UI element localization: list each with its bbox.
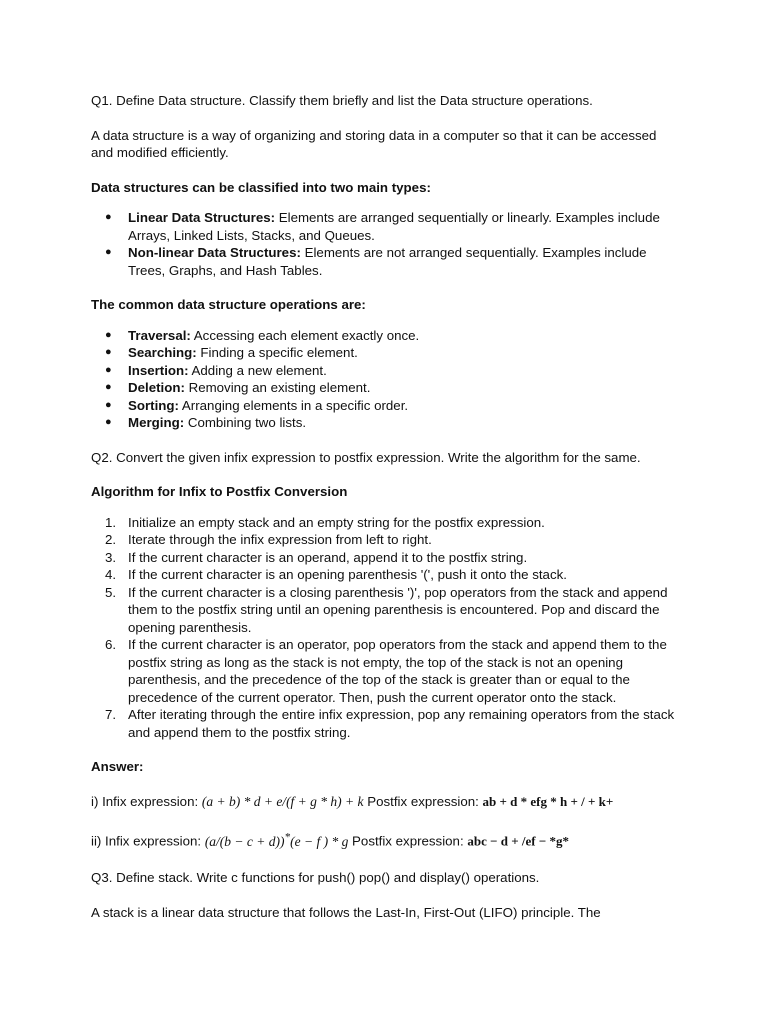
operation-desc: Adding a new element.	[188, 362, 327, 378]
type-term: Linear Data Structures:	[128, 210, 276, 225]
operation-term: Insertion:	[128, 362, 189, 378]
step-text: After iterating through the entire infix expression, pop any remaining operators from the stack and append them to the postfix string.	[128, 707, 675, 740]
q1-title: Q1. Define Data structure. Classify them briefly and list the Data structure operations.	[91, 93, 593, 108]
step-text: Iterate through the infix expression from left to right.	[128, 532, 432, 547]
step-text: If the current character is an opening parenthesis '(', push it onto the stack.	[128, 567, 567, 582]
operation-desc: Arranging elements in a specific order.	[178, 397, 409, 413]
operation-term: Traversal:	[128, 327, 191, 343]
operation-term: Searching:	[128, 345, 197, 360]
q3-intro: A stack is a linear data structure that follows the Last-In, First-Out (LIFO) principle. The	[91, 904, 601, 920]
types-list	[91, 209, 681, 279]
bullet-icon: ●	[105, 328, 112, 341]
q3-title: Q3. Define stack. Write c functions for push() pop() and display() operations.	[91, 870, 540, 885]
list-item	[91, 531, 681, 549]
postfix-label: Postfix expression:	[348, 833, 468, 849]
list-item	[91, 327, 681, 345]
bullet-icon: ●	[105, 416, 112, 428]
operation-term: Sorting:	[128, 397, 179, 413]
list-item	[91, 379, 681, 397]
operations-list	[91, 327, 681, 432]
list-item	[91, 414, 681, 432]
type-desc: Elements are not arranged sequentially. Examples include Trees, Graphs, and Hash Tables.	[128, 245, 647, 278]
list-item	[91, 362, 681, 380]
step-number: 6.	[105, 637, 117, 652]
list-item	[91, 636, 681, 706]
bullet-icon: ●	[105, 211, 112, 223]
answer-label: Answer:	[91, 759, 144, 774]
postfix-expression: ab + d * efg * h + / + k+	[482, 793, 614, 809]
postfix-label: Postfix expression:	[363, 793, 483, 809]
bullet-icon: ●	[105, 363, 112, 376]
bullet-icon: ●	[105, 398, 112, 411]
infix-superscript: *	[284, 831, 291, 843]
infix-expression	[204, 831, 349, 849]
document-content	[91, 92, 681, 921]
operation-term: Deletion:	[128, 380, 185, 395]
step-number: 3.	[105, 549, 117, 565]
list-item	[91, 244, 681, 279]
operations-heading: The common data structure operations are:	[91, 297, 366, 312]
q2-title: Q2. Convert the given infix expression to postfix expression. Write the algorithm for the same.	[91, 449, 641, 465]
operation-desc: Accessing each element exactly once.	[190, 327, 420, 343]
list-item	[91, 584, 681, 637]
step-number: 1.	[105, 514, 117, 530]
list-item	[91, 209, 681, 244]
step-text: If the current character is a closing parenthesis ')', pop operators from the stack and append them to the postfix string until an opening parenthesis is encountered. Pop and discard the opening parenthesis.	[128, 584, 668, 635]
bullet-icon: ●	[105, 381, 112, 393]
infix-expression: (a + b) * d + e/(f + g * h) + k	[201, 793, 364, 809]
list-item	[91, 514, 681, 532]
operation-desc: Finding a specific element.	[196, 345, 358, 360]
q1-definition: A data structure is a way of organizing and storing data in a computer so that it can be accessed and modified efficiently.	[91, 127, 657, 160]
step-number: 4.	[105, 567, 117, 582]
expression-example-1	[91, 793, 681, 811]
list-item	[91, 397, 681, 415]
step-text: If the current character is an operand, append it to the postfix string.	[128, 549, 528, 565]
step-text: If the current character is an operator, pop operators from the stack and append them to the postfix string as long as the stack is not empty, the top of the stack is not an opening parenthesis, and the precedence of the top of the stack is greater than or equal to the precedence of the current operator. Then, push the current operator onto the stack.	[128, 637, 667, 705]
list-item	[91, 706, 681, 741]
bullet-icon: ●	[105, 246, 112, 258]
operation-term: Merging:	[128, 415, 185, 430]
postfix-expression: abc − d + /ef − *g*	[467, 833, 570, 849]
type-term: Non-linear Data Structures:	[128, 245, 301, 260]
infix-base: (a/(b − c + d))	[204, 833, 285, 849]
algorithm-heading: Algorithm for Infix to Postfix Conversion	[91, 484, 348, 499]
classification-heading: Data structures can be classified into two main types:	[91, 179, 431, 195]
operation-desc: Combining two lists.	[184, 415, 307, 430]
step-number: 5.	[105, 584, 117, 600]
list-item	[91, 566, 681, 584]
list-item	[91, 344, 681, 362]
infix-rest: (e − f ) * g	[290, 833, 349, 849]
list-item	[91, 549, 681, 567]
operation-desc: Removing an existing element.	[184, 380, 371, 395]
type-desc: Elements are arranged sequentially or linearly. Examples include Arrays, Linked Lists, Stacks, and Queues.	[128, 210, 660, 243]
step-text: Initialize an empty stack and an empty string for the postfix expression.	[128, 514, 545, 530]
bullet-icon: ●	[105, 346, 112, 358]
example-prefix: i) Infix expression:	[91, 793, 202, 809]
step-number: 2.	[105, 532, 117, 547]
example-prefix: ii) Infix expression:	[91, 833, 205, 849]
step-number: 7.	[105, 707, 117, 722]
algorithm-steps	[91, 514, 681, 742]
expression-example-2	[91, 829, 681, 850]
